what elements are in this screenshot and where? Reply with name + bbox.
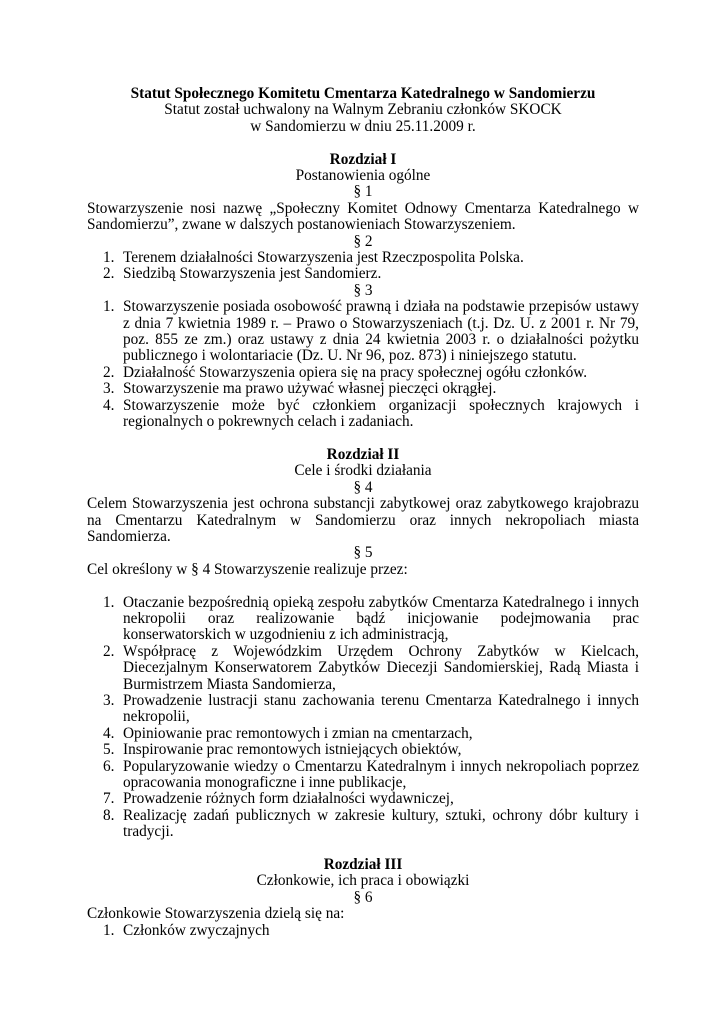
section-2-list xyxy=(87,250,639,283)
list-item xyxy=(87,299,639,365)
list-item xyxy=(87,726,639,742)
section-3-list xyxy=(87,299,639,430)
list-item-text: Stowarzyszenie posiada osobowość prawną i działa na podstawie przepisów ustawy z dnia 7 kwietnia 1989 r. – Prawo o Stowarzyszeniach (t.j. Dz. U. z 2001 r. Nr 79, poz. 855 ze zm.) oraz ustawy z dnia 24 kwietnia 2003 r. o działalności pożytku publicznego i wolontariacie (Dz. U. Nr 96, poz. 873) i niniejszego statutu. xyxy=(123,298,639,365)
list-item-number: 1. xyxy=(103,921,115,939)
document-subtitle-line2: w Sandomierzu w dniu 25.11.2009 r. xyxy=(250,117,476,135)
section-5-intro: Cel określony w § 4 Stowarzyszenie realizuje przez: xyxy=(87,560,408,578)
list-item-text: Prowadzenie różnych form działalności wydawniczej, xyxy=(123,790,454,808)
list-item-number: 7. xyxy=(103,790,115,808)
section-3-sign: § 3 xyxy=(353,281,373,299)
list-item xyxy=(87,923,639,939)
list-item-number: 3. xyxy=(103,691,115,709)
list-item-text: Siedzibą Stowarzyszenia jest Sandomierz. xyxy=(123,265,382,283)
list-item-text: Działalność Stowarzyszenia opiera się na pracy społecznej ogółu członków. xyxy=(123,363,588,381)
list-item-number: 4. xyxy=(103,724,115,742)
section-4-sign: § 4 xyxy=(353,478,373,496)
list-item-number: 4. xyxy=(103,396,115,414)
list-item-number: 2. xyxy=(103,642,115,660)
list-item xyxy=(87,742,639,758)
list-item-number: 3. xyxy=(103,380,115,398)
list-item-text: Otaczanie bezpośrednią opieką zespołu zabytków Cmentarza Katedralnego i innych nekropolii oraz realizowanie bądź inicjowanie podejmowania prac konserwatorskich w uzgodnieniu z ich administracją, xyxy=(123,593,639,644)
list-item-text: Popularyzowanie wiedzy o Cmentarzu Katedralnym i innych nekropoliach poprzez opracowania monograficzne i inne publikacje, xyxy=(123,757,639,792)
list-item-text: Realizację zadań publicznych w zakresie kultury, sztuki, ochrony dóbr kultury i tradycji. xyxy=(123,806,639,841)
list-item-text: Stowarzyszenie ma prawo używać własnej pieczęci okrągłej. xyxy=(123,380,497,398)
list-item xyxy=(87,365,639,381)
section-5-list xyxy=(87,595,639,841)
list-item-text: Inspirowanie prac remontowych istniejących obiektów, xyxy=(123,741,462,759)
list-item-number: 6. xyxy=(103,757,115,775)
chapter2-heading: Rozdział II xyxy=(326,445,400,463)
chapter1-heading: Rozdział I xyxy=(329,150,397,168)
section-5-sign: § 5 xyxy=(353,544,373,562)
list-item xyxy=(87,266,639,282)
list-item-number: 2. xyxy=(103,265,115,283)
list-item-number: 1. xyxy=(103,249,115,267)
section-6-sign: § 6 xyxy=(353,888,373,906)
list-item-text: Terenem działalności Stowarzyszenia jest Rzeczpospolita Polska. xyxy=(123,249,524,267)
list-item xyxy=(87,791,639,807)
list-item xyxy=(87,808,639,841)
section-1-text: Stowarzyszenie nosi nazwę „Społeczny Komitet Odnowy Cmentarza Katedralnego w Sandomierzu”, zwane w dalszych postanowieniach Stowarzyszeniem. xyxy=(87,199,639,234)
list-item-text: Prowadzenie lustracji stanu zachowania terenu Cmentarza Katedralnego i innych nekropolii, xyxy=(123,691,639,726)
section-6-list xyxy=(87,923,639,939)
list-item xyxy=(87,644,639,693)
list-item xyxy=(87,250,639,266)
list-item xyxy=(87,381,639,397)
list-item-number: 8. xyxy=(103,806,115,824)
list-item xyxy=(87,759,639,792)
list-item-number: 1. xyxy=(103,593,115,611)
list-item xyxy=(87,693,639,726)
chapter1-subheading: Postanowienia ogólne xyxy=(295,167,431,185)
list-item xyxy=(87,595,639,644)
section-1-sign: § 1 xyxy=(353,183,373,201)
list-item-number: 5. xyxy=(103,741,115,759)
section-4-text: Celem Stowarzyszenia jest ochrona substancji zabytkowej oraz zabytkowego krajobrazu na Cmentarzu Katedralnym w Sandomierzu oraz innych nekropoliach miasta Sandomierza. xyxy=(87,495,639,545)
document-subtitle-line1: Statut został uchwalony na Walnym Zebraniu członków SKOCK xyxy=(164,101,562,119)
chapter3-subheading: Członkowie, ich praca i obowiązki xyxy=(256,872,470,890)
chapter2-subheading: Cele i środki działania xyxy=(294,462,432,480)
chapter3-heading: Rozdział III xyxy=(323,856,403,874)
list-item-text: Opiniowanie prac remontowych i zmian na cmentarzach, xyxy=(123,724,473,742)
document-title: Statut Społecznego Komitetu Cmentarza Katedralnego w Sandomierzu xyxy=(130,85,596,102)
list-item-number: 2. xyxy=(103,363,115,381)
section-2-sign: § 2 xyxy=(353,232,373,250)
section-6-intro: Członkowie Stowarzyszenia dzielą się na: xyxy=(87,905,345,923)
list-item xyxy=(87,398,639,431)
document-page xyxy=(87,86,639,939)
list-item-number: 1. xyxy=(103,298,115,316)
list-item-text: Współpracę z Wojewódzkim Urzędem Ochrony Zabytków w Kielcach, Diecezjalnym Konserwatorem Zabytków Diecezji Sandomierskiej, Radą Miasta i Burmistrzem Miasta Sandomierza, xyxy=(123,642,639,693)
list-item-text: Członków zwyczajnych xyxy=(123,921,270,939)
list-item-text: Stowarzyszenie może być członkiem organizacji społecznych krajowych i regionalnych o pokrewnych celach i zadaniach. xyxy=(123,396,639,431)
